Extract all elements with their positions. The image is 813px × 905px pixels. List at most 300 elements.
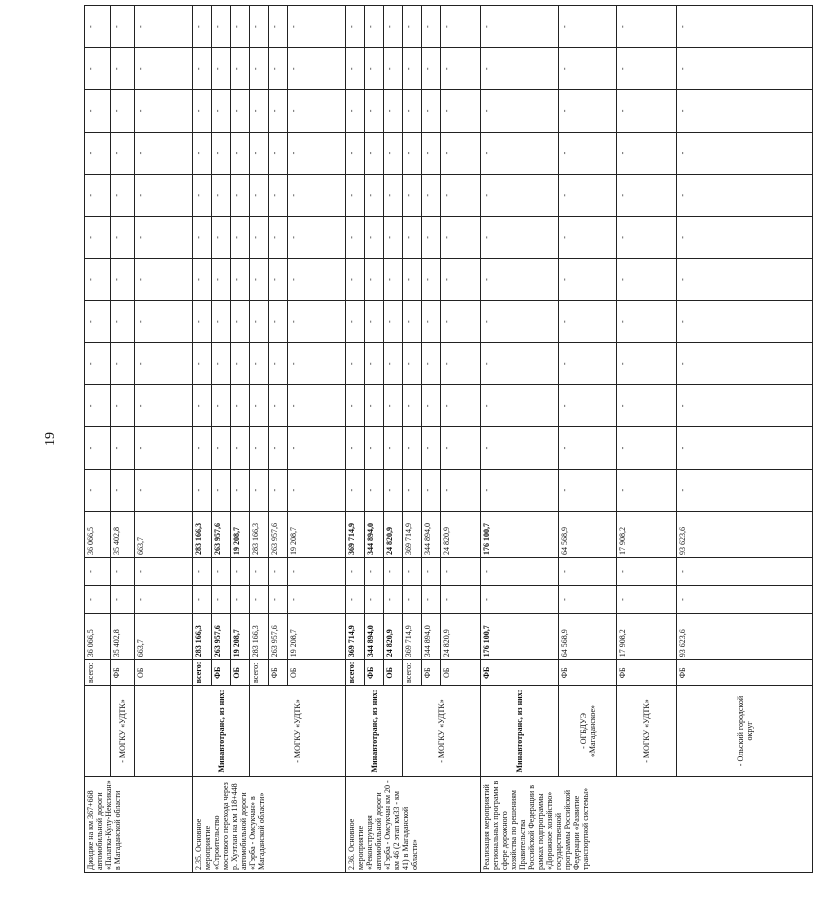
year-value-cell: 369 714,9 (346, 511, 365, 557)
empty-value-cell: - (250, 132, 269, 174)
year-value-cell: 344 894,0 (422, 511, 441, 557)
empty-value-cell: - (481, 174, 559, 216)
empty-value-cell: - (422, 216, 441, 258)
empty-value-cell: - (288, 385, 346, 427)
empty-value-cell: - (269, 216, 288, 258)
empty-value-cell: - (365, 216, 384, 258)
empty-value-cell: - (481, 301, 559, 343)
empty-value-cell: - (231, 258, 250, 300)
empty-value-cell: - (250, 258, 269, 300)
empty-value-cell: - (346, 48, 365, 90)
total-cell: 263 957,6 (212, 614, 231, 660)
funding-source-cell: всего: (250, 660, 269, 686)
empty-value-cell: - (559, 469, 617, 511)
empty-value-cell: - (441, 216, 481, 258)
empty-value-cell: - (212, 216, 231, 258)
empty-value-cell: - (85, 258, 111, 300)
value-cell: - (346, 557, 365, 585)
empty-value-cell: - (365, 385, 384, 427)
empty-value-cell: - (559, 301, 617, 343)
empty-value-cell: - (346, 427, 365, 469)
empty-value-cell: - (384, 90, 403, 132)
measure-name-cell: 2.36. Основное мероприятие «Реконструкция автомобильной дороги «Гэрба - Омсукчан км 20 - км 46 (2 этап км33 - км 41) в Магаданской области» (346, 776, 481, 872)
empty-value-cell: - (403, 258, 422, 300)
empty-value-cell: - (617, 301, 677, 343)
funding-source-cell: ФБ (422, 660, 441, 686)
empty-value-cell: - (346, 343, 365, 385)
empty-value-cell: - (250, 216, 269, 258)
empty-value-cell: - (346, 469, 365, 511)
empty-value-cell: - (135, 343, 193, 385)
value-cell: - (231, 586, 250, 614)
empty-value-cell: - (617, 216, 677, 258)
empty-value-cell: - (111, 469, 135, 511)
empty-value-cell: - (441, 427, 481, 469)
empty-value-cell: - (193, 48, 212, 90)
year-value-cell: 344 894,0 (365, 511, 384, 557)
value-cell: - (111, 586, 135, 614)
empty-value-cell: - (85, 469, 111, 511)
empty-value-cell: - (111, 174, 135, 216)
value-cell: - (617, 586, 677, 614)
empty-value-cell: - (346, 6, 365, 48)
empty-value-cell: - (403, 48, 422, 90)
empty-value-cell: - (441, 90, 481, 132)
empty-value-cell: - (481, 6, 559, 48)
empty-value-cell: - (422, 90, 441, 132)
executor-cell: Минавтотранс, из них: (193, 686, 250, 776)
table-row (135, 6, 193, 873)
year-value-cell: 17 908,2 (617, 511, 677, 557)
empty-value-cell: - (677, 174, 813, 216)
value-cell: - (559, 586, 617, 614)
total-cell: 176 100,7 (481, 614, 559, 660)
empty-value-cell: - (269, 48, 288, 90)
total-cell: 344 894,0 (365, 614, 384, 660)
empty-value-cell: - (269, 6, 288, 48)
empty-value-cell: - (85, 132, 111, 174)
empty-value-cell: - (384, 216, 403, 258)
empty-value-cell: - (212, 469, 231, 511)
empty-value-cell: - (212, 174, 231, 216)
empty-value-cell: - (212, 385, 231, 427)
empty-value-cell: - (288, 6, 346, 48)
empty-value-cell: - (250, 301, 269, 343)
total-cell: 263 957,6 (269, 614, 288, 660)
year-value-cell: 263 957,6 (269, 511, 288, 557)
value-cell: - (288, 557, 346, 585)
empty-value-cell: - (135, 6, 193, 48)
empty-value-cell: - (212, 343, 231, 385)
empty-value-cell: - (559, 90, 617, 132)
empty-value-cell: - (422, 427, 441, 469)
funding-source-cell: ОБ (441, 660, 481, 686)
value-cell: - (346, 586, 365, 614)
year-value-cell: 283 166,3 (193, 511, 212, 557)
year-value-cell: 35 402,8 (111, 511, 135, 557)
empty-value-cell: - (288, 258, 346, 300)
executor-cell: Минавтотранс, из них: (481, 686, 559, 776)
empty-value-cell: - (481, 90, 559, 132)
empty-value-cell: - (617, 90, 677, 132)
empty-value-cell: - (288, 90, 346, 132)
empty-value-cell: - (403, 385, 422, 427)
empty-value-cell: - (250, 427, 269, 469)
empty-value-cell: - (559, 427, 617, 469)
empty-value-cell: - (212, 132, 231, 174)
empty-value-cell: - (231, 427, 250, 469)
empty-value-cell: - (481, 385, 559, 427)
year-value-cell: 283 166,3 (250, 511, 269, 557)
value-cell: - (481, 557, 559, 585)
funding-source-cell: всего: (346, 660, 365, 686)
total-cell: 369 714,9 (403, 614, 422, 660)
total-cell: 663,7 (135, 614, 193, 660)
empty-value-cell: - (111, 48, 135, 90)
empty-value-cell: - (193, 385, 212, 427)
empty-value-cell: - (250, 90, 269, 132)
executor-cell: - МОГКУ «УДТК» (403, 686, 481, 776)
empty-value-cell: - (384, 174, 403, 216)
empty-value-cell: - (231, 469, 250, 511)
executor-cell: - МОГКУ «УДТК» (250, 686, 346, 776)
empty-value-cell: - (403, 469, 422, 511)
empty-value-cell: - (111, 427, 135, 469)
empty-value-cell: - (384, 469, 403, 511)
page-number: 19 (43, 432, 58, 446)
empty-value-cell: - (193, 6, 212, 48)
empty-value-cell: - (111, 301, 135, 343)
year-value-cell: 24 820,9 (441, 511, 481, 557)
empty-value-cell: - (559, 385, 617, 427)
empty-value-cell: - (441, 6, 481, 48)
empty-value-cell: - (269, 90, 288, 132)
empty-value-cell: - (422, 48, 441, 90)
empty-value-cell: - (346, 90, 365, 132)
total-cell: 19 208,7 (231, 614, 250, 660)
empty-value-cell: - (422, 469, 441, 511)
empty-value-cell: - (384, 385, 403, 427)
empty-value-cell: - (677, 258, 813, 300)
empty-value-cell: - (193, 216, 212, 258)
empty-value-cell: - (617, 174, 677, 216)
table-row (250, 6, 269, 873)
empty-value-cell: - (288, 427, 346, 469)
empty-value-cell: - (365, 174, 384, 216)
year-value-cell: 176 100,7 (481, 511, 559, 557)
value-cell: - (288, 586, 346, 614)
empty-value-cell: - (135, 385, 193, 427)
value-cell: - (617, 557, 677, 585)
empty-value-cell: - (481, 469, 559, 511)
empty-value-cell: - (85, 427, 111, 469)
empty-value-cell: - (422, 343, 441, 385)
empty-value-cell: - (250, 6, 269, 48)
year-value-cell: 64 568,9 (559, 511, 617, 557)
empty-value-cell: - (212, 90, 231, 132)
total-cell: 369 714,9 (346, 614, 365, 660)
empty-value-cell: - (617, 132, 677, 174)
empty-value-cell: - (559, 343, 617, 385)
budget-table (84, 5, 813, 873)
funding-source-cell: ОБ (135, 660, 193, 686)
empty-value-cell: - (111, 216, 135, 258)
total-cell: 283 166,3 (193, 614, 212, 660)
value-cell: - (135, 586, 193, 614)
total-cell: 64 568,9 (559, 614, 617, 660)
table-row (85, 6, 111, 873)
empty-value-cell: - (250, 343, 269, 385)
empty-value-cell: - (111, 6, 135, 48)
empty-value-cell: - (481, 427, 559, 469)
value-cell: - (111, 557, 135, 585)
empty-value-cell: - (269, 132, 288, 174)
empty-value-cell: - (269, 385, 288, 427)
empty-value-cell: - (288, 174, 346, 216)
empty-value-cell: - (422, 132, 441, 174)
empty-value-cell: - (269, 427, 288, 469)
funding-source-cell: ФБ (481, 660, 559, 686)
empty-value-cell: - (135, 258, 193, 300)
total-cell: 19 208,7 (288, 614, 346, 660)
empty-value-cell: - (617, 469, 677, 511)
empty-value-cell: - (559, 216, 617, 258)
empty-value-cell: - (193, 301, 212, 343)
empty-value-cell: - (212, 258, 231, 300)
empty-value-cell: - (288, 48, 346, 90)
empty-value-cell: - (617, 385, 677, 427)
empty-value-cell: - (111, 90, 135, 132)
empty-value-cell: - (677, 427, 813, 469)
table-row (193, 6, 212, 873)
total-cell: 24 820,9 (384, 614, 403, 660)
empty-value-cell: - (441, 48, 481, 90)
value-cell: - (85, 557, 111, 585)
executor-cell (135, 686, 193, 776)
funding-source-cell: всего: (403, 660, 422, 686)
empty-value-cell: - (346, 174, 365, 216)
empty-value-cell: - (384, 301, 403, 343)
funding-source-cell: ФБ (365, 660, 384, 686)
empty-value-cell: - (269, 174, 288, 216)
empty-value-cell: - (85, 343, 111, 385)
table-row (111, 6, 135, 873)
value-cell: - (384, 557, 403, 585)
empty-value-cell: - (441, 258, 481, 300)
value-cell: - (365, 557, 384, 585)
empty-value-cell: - (677, 216, 813, 258)
empty-value-cell: - (403, 216, 422, 258)
empty-value-cell: - (677, 343, 813, 385)
empty-value-cell: - (135, 469, 193, 511)
empty-value-cell: - (346, 132, 365, 174)
empty-value-cell: - (231, 90, 250, 132)
empty-value-cell: - (288, 132, 346, 174)
funding-source-cell: ФБ (111, 660, 135, 686)
empty-value-cell: - (677, 469, 813, 511)
empty-value-cell: - (441, 174, 481, 216)
year-value-cell: 19 208,7 (231, 511, 250, 557)
empty-value-cell: - (677, 385, 813, 427)
empty-value-cell: - (422, 385, 441, 427)
measure-name-cell: 2.35. Основное мероприятие «Строительство мостового перехода через р. Хуэтлан на км 118+448 автомобильной дороги «Гэрба - Омсукчан» в Магаданской области» (193, 776, 346, 872)
empty-value-cell: - (365, 48, 384, 90)
empty-value-cell: - (559, 132, 617, 174)
empty-value-cell: - (135, 132, 193, 174)
empty-value-cell: - (135, 48, 193, 90)
funding-source-cell: ФБ (677, 660, 813, 686)
year-value-cell: 36 066,5 (85, 511, 111, 557)
year-value-cell: 93 623,6 (677, 511, 813, 557)
value-cell: - (677, 586, 813, 614)
empty-value-cell: - (231, 343, 250, 385)
empty-value-cell: - (85, 385, 111, 427)
empty-value-cell: - (346, 385, 365, 427)
empty-value-cell: - (422, 174, 441, 216)
value-cell: - (422, 586, 441, 614)
table-row (346, 6, 365, 873)
empty-value-cell: - (384, 343, 403, 385)
measure-name-cell: Реализация мероприятий региональных программ в сфере дорожного хозяйства по решениям Правительства Российской Федерации в рамках подпрограммы «Дорожное хозяйство» государственной программы Российской Федерации «Развитие транспортной системы» (481, 776, 813, 872)
empty-value-cell: - (193, 469, 212, 511)
empty-value-cell: - (346, 301, 365, 343)
empty-value-cell: - (250, 469, 269, 511)
empty-value-cell: - (135, 174, 193, 216)
funding-source-cell: всего: (193, 660, 212, 686)
empty-value-cell: - (617, 427, 677, 469)
empty-value-cell: - (365, 469, 384, 511)
empty-value-cell: - (422, 258, 441, 300)
funding-source-cell: ОБ (231, 660, 250, 686)
empty-value-cell: - (559, 48, 617, 90)
table-row (677, 6, 813, 873)
empty-value-cell: - (111, 132, 135, 174)
value-cell: - (677, 557, 813, 585)
empty-value-cell: - (135, 301, 193, 343)
empty-value-cell: - (384, 48, 403, 90)
funding-source-cell: ОБ (288, 660, 346, 686)
empty-value-cell: - (365, 90, 384, 132)
value-cell: - (250, 586, 269, 614)
funding-source-cell: ФБ (269, 660, 288, 686)
measure-name-cell: Джидже на км 367+668 автомобильной дороги «Палатка-Кулу-Нексикан» в Магаданской области (85, 776, 193, 872)
empty-value-cell: - (365, 427, 384, 469)
year-value-cell: 263 957,6 (212, 511, 231, 557)
empty-value-cell: - (212, 427, 231, 469)
table-row (403, 6, 422, 873)
empty-value-cell: - (441, 301, 481, 343)
total-cell: 24 820,9 (441, 614, 481, 660)
empty-value-cell: - (269, 301, 288, 343)
empty-value-cell: - (441, 469, 481, 511)
empty-value-cell: - (288, 343, 346, 385)
empty-value-cell: - (677, 48, 813, 90)
empty-value-cell: - (481, 343, 559, 385)
empty-value-cell: - (481, 132, 559, 174)
table-row (617, 6, 677, 873)
empty-value-cell: - (481, 258, 559, 300)
empty-value-cell: - (231, 301, 250, 343)
empty-value-cell: - (403, 301, 422, 343)
empty-value-cell: - (384, 6, 403, 48)
value-cell: - (481, 586, 559, 614)
empty-value-cell: - (288, 301, 346, 343)
empty-value-cell: - (135, 90, 193, 132)
empty-value-cell: - (231, 216, 250, 258)
empty-value-cell: - (481, 48, 559, 90)
empty-value-cell: - (193, 132, 212, 174)
empty-value-cell: - (384, 258, 403, 300)
value-cell: - (403, 557, 422, 585)
executor-cell: - Ольский городской округ (677, 686, 813, 776)
empty-value-cell: - (288, 469, 346, 511)
empty-value-cell: - (559, 174, 617, 216)
empty-value-cell: - (231, 132, 250, 174)
empty-value-cell: - (111, 343, 135, 385)
funding-source-cell: ФБ (617, 660, 677, 686)
empty-value-cell: - (212, 301, 231, 343)
empty-value-cell: - (384, 132, 403, 174)
executor-cell (85, 686, 111, 776)
empty-value-cell: - (85, 6, 111, 48)
empty-value-cell: - (193, 427, 212, 469)
funding-source-cell: всего: (85, 660, 111, 686)
total-cell: 36 066,5 (85, 614, 111, 660)
value-cell: - (269, 586, 288, 614)
empty-value-cell: - (193, 174, 212, 216)
empty-value-cell: - (441, 385, 481, 427)
empty-value-cell: - (212, 48, 231, 90)
empty-value-cell: - (231, 6, 250, 48)
value-cell: - (193, 586, 212, 614)
empty-value-cell: - (403, 174, 422, 216)
total-cell: 17 908,2 (617, 614, 677, 660)
empty-value-cell: - (559, 6, 617, 48)
empty-value-cell: - (617, 343, 677, 385)
empty-value-cell: - (403, 6, 422, 48)
year-value-cell: 24 820,9 (384, 511, 403, 557)
empty-value-cell: - (365, 301, 384, 343)
value-cell: - (384, 586, 403, 614)
value-cell: - (212, 586, 231, 614)
empty-value-cell: - (85, 216, 111, 258)
empty-value-cell: - (111, 258, 135, 300)
empty-value-cell: - (365, 6, 384, 48)
value-cell: - (403, 586, 422, 614)
value-cell: - (135, 557, 193, 585)
year-value-cell: 19 208,7 (288, 511, 346, 557)
executor-cell: - МОГКУ «УДТК» (111, 686, 135, 776)
value-cell: - (365, 586, 384, 614)
funding-source-cell: ОБ (384, 660, 403, 686)
table-row (559, 6, 617, 873)
total-cell: 344 894,0 (422, 614, 441, 660)
empty-value-cell: - (365, 132, 384, 174)
value-cell: - (193, 557, 212, 585)
empty-value-cell: - (384, 427, 403, 469)
empty-value-cell: - (111, 385, 135, 427)
empty-value-cell: - (269, 258, 288, 300)
empty-value-cell: - (135, 427, 193, 469)
empty-value-cell: - (231, 174, 250, 216)
value-cell: - (231, 557, 250, 585)
executor-cell: - МОГКУ «УДТК» (617, 686, 677, 776)
year-value-cell: 663,7 (135, 511, 193, 557)
executor-cell: - ОГБДУЭ «Магаданское» (559, 686, 617, 776)
empty-value-cell: - (441, 343, 481, 385)
empty-value-cell: - (231, 48, 250, 90)
empty-value-cell: - (85, 174, 111, 216)
